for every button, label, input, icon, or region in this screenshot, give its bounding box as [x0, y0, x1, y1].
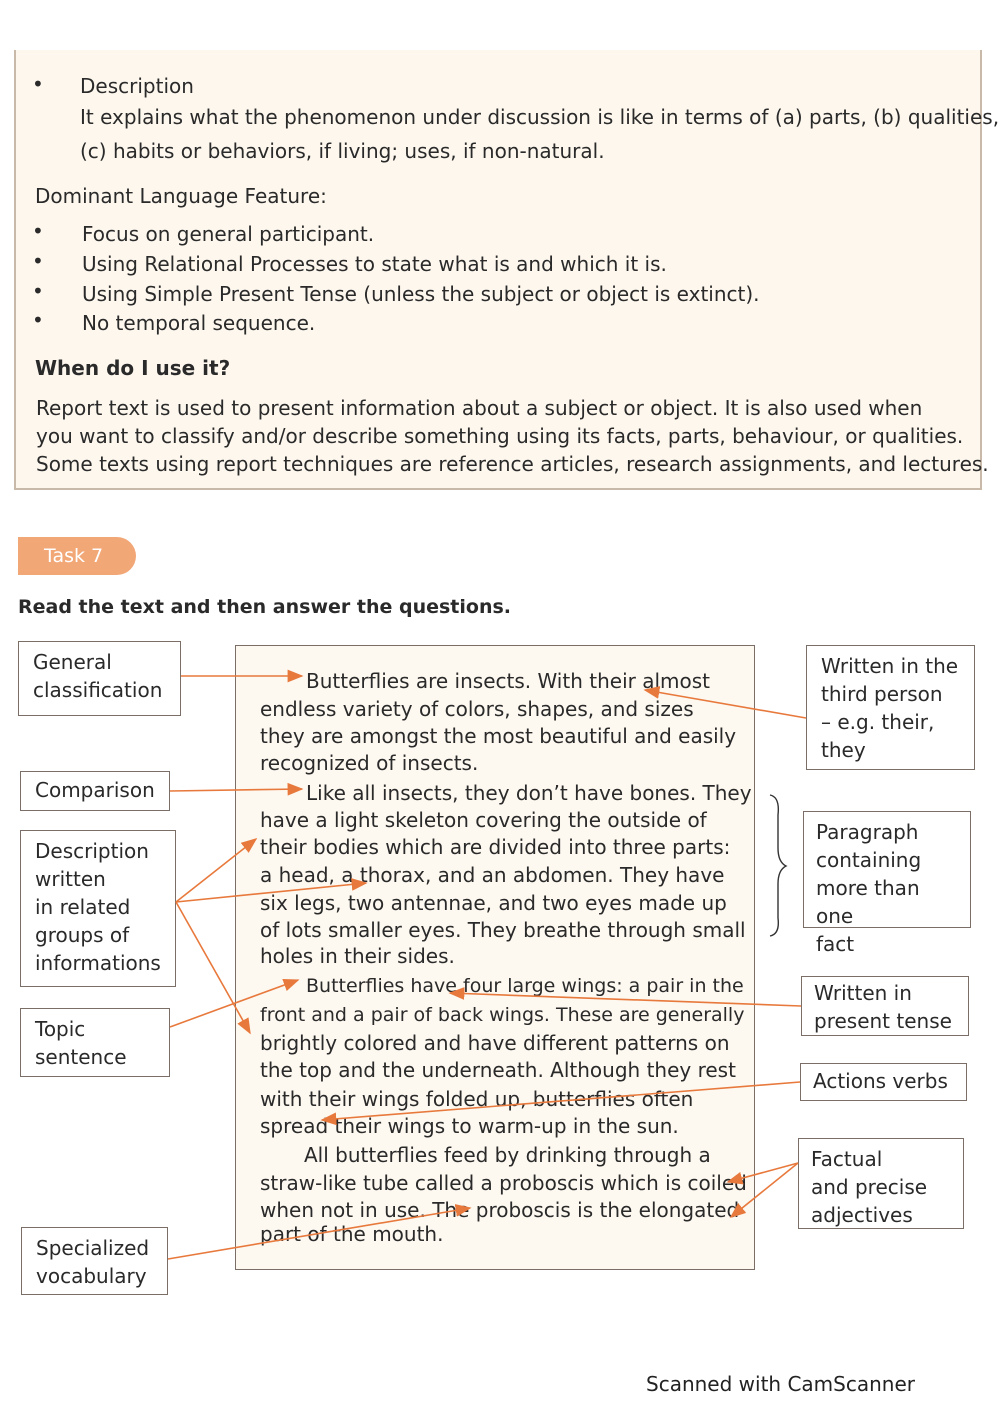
- arrow-action-verbs: [322, 1082, 800, 1120]
- passage-line: spread their wings to warm-up in the sun.: [260, 1114, 679, 1138]
- when-line: you want to classify and/or describe something using its facts, parts, behaviour, or qualities.: [36, 424, 964, 448]
- bullet-dot: •: [32, 72, 44, 96]
- label-line: present tense: [814, 1009, 952, 1033]
- label-line: written: [35, 867, 106, 891]
- passage-line: All butterflies feed by drinking through a: [304, 1143, 711, 1167]
- passage-line: brightly colored and have different patterns on: [260, 1031, 730, 1055]
- label-line: and precise: [811, 1175, 928, 1199]
- passage-line: of lots smaller eyes. They breathe through small: [260, 918, 746, 942]
- label-line: vocabulary: [36, 1264, 147, 1288]
- dominant-title: Dominant Language Feature:: [35, 184, 327, 208]
- bullet-dot: •: [32, 308, 44, 332]
- label-line: Specialized: [36, 1236, 150, 1260]
- label-line: – e.g. their,: [821, 710, 935, 734]
- dominant-item: No temporal sequence.: [82, 311, 316, 335]
- label-line: Comparison: [35, 778, 155, 802]
- arrow-desc-3: [176, 902, 250, 1033]
- dominant-item: Focus on general participant.: [82, 222, 375, 246]
- label-line: Description: [35, 839, 149, 863]
- arrow-topic: [170, 980, 298, 1027]
- passage-line: their bodies which are divided into three parts:: [260, 835, 731, 859]
- when-line: Report text is used to present information about a subject or object. It is also used when: [36, 396, 923, 420]
- arrow-present-tense: [450, 993, 801, 1006]
- label-line: Written in the: [821, 654, 959, 678]
- label-line: fact: [816, 932, 855, 956]
- bullet-dot: •: [32, 249, 44, 273]
- label-line: containing: [816, 848, 922, 872]
- arrow-specialized: [168, 1208, 470, 1259]
- paragraph-brace: [770, 795, 786, 936]
- passage-line: have a light skeleton covering the outside of: [260, 808, 707, 832]
- passage-line: Like all insects, they don’t have bones. They: [306, 781, 752, 805]
- label-line: General: [33, 650, 112, 674]
- label-line: Actions verbs: [813, 1069, 948, 1093]
- label-line: they: [821, 738, 866, 762]
- label-line: Factual: [811, 1147, 883, 1171]
- bullet-dot: •: [32, 279, 44, 303]
- arrow-desc-2: [176, 883, 366, 902]
- label-line: Topic: [35, 1017, 86, 1041]
- label-line: third person: [821, 682, 943, 706]
- label-line: sentence: [35, 1045, 127, 1069]
- label-line: groups of: [35, 923, 130, 947]
- label-line: classification: [33, 678, 163, 702]
- description-line: (c) habits or behaviors, if living; uses, if non-natural.: [80, 139, 605, 163]
- label-line: Paragraph: [816, 820, 919, 844]
- bullet-dot: •: [32, 219, 44, 243]
- arrow-third-person: [645, 690, 806, 718]
- passage-line: the top and the underneath. Although they rest: [260, 1058, 736, 1082]
- label-line: adjectives: [811, 1203, 913, 1227]
- dominant-item: Using Relational Processes to state what is and which it is.: [82, 252, 667, 276]
- when-line: Some texts using report techniques are reference articles, research assignments, and lectures.: [36, 452, 989, 476]
- passage-line: Butterflies are insects. With their almost: [306, 669, 710, 693]
- arrow-comparison: [170, 789, 302, 791]
- label-line: in related: [35, 895, 131, 919]
- label-line: Written in: [814, 981, 912, 1005]
- passage-line: endless variety of colors, shapes, and sizes: [260, 697, 694, 721]
- passage-line: straw-like tube called a proboscis which is coiled: [260, 1171, 747, 1195]
- arrow-desc-1: [176, 839, 256, 902]
- when-title: When do I use it?: [35, 356, 231, 380]
- description-line: It explains what the phenomenon under discussion is like in terms of (a) parts, (b) qualities,: [80, 105, 1000, 129]
- instruction: Read the text and then answer the questions.: [18, 596, 511, 618]
- footer-watermark: Scanned with CamScanner: [646, 1372, 915, 1396]
- dominant-item: Using Simple Present Tense (unless the subject or object is extinct).: [82, 282, 760, 306]
- passage-line: with their wings folded up, butterflies often: [260, 1087, 694, 1111]
- arrow-factual-1: [728, 1163, 798, 1182]
- label-line: more than one: [816, 876, 920, 928]
- passage-line: part of the mouth.: [260, 1222, 444, 1246]
- passage-line: holes in their sides.: [260, 944, 455, 968]
- passage-line: recognized of insects.: [260, 751, 479, 775]
- label-line: informations: [35, 951, 161, 975]
- passage-line: when not in use. The proboscis is the elongated: [260, 1198, 740, 1222]
- passage-line: Butterflies have four large wings: a pair in the: [306, 975, 744, 997]
- passage-line: six legs, two antennae, and two eyes made up: [260, 891, 727, 915]
- description-title: Description: [80, 74, 194, 98]
- passage-line: front and a pair of back wings. These are generally: [260, 1004, 745, 1026]
- task-tag: Task 7: [18, 537, 136, 575]
- arrow-factual-2: [731, 1163, 798, 1217]
- passage-line: they are amongst the most beautiful and easily: [260, 724, 737, 748]
- passage-line: a head, a thorax, and an abdomen. They have: [260, 863, 725, 887]
